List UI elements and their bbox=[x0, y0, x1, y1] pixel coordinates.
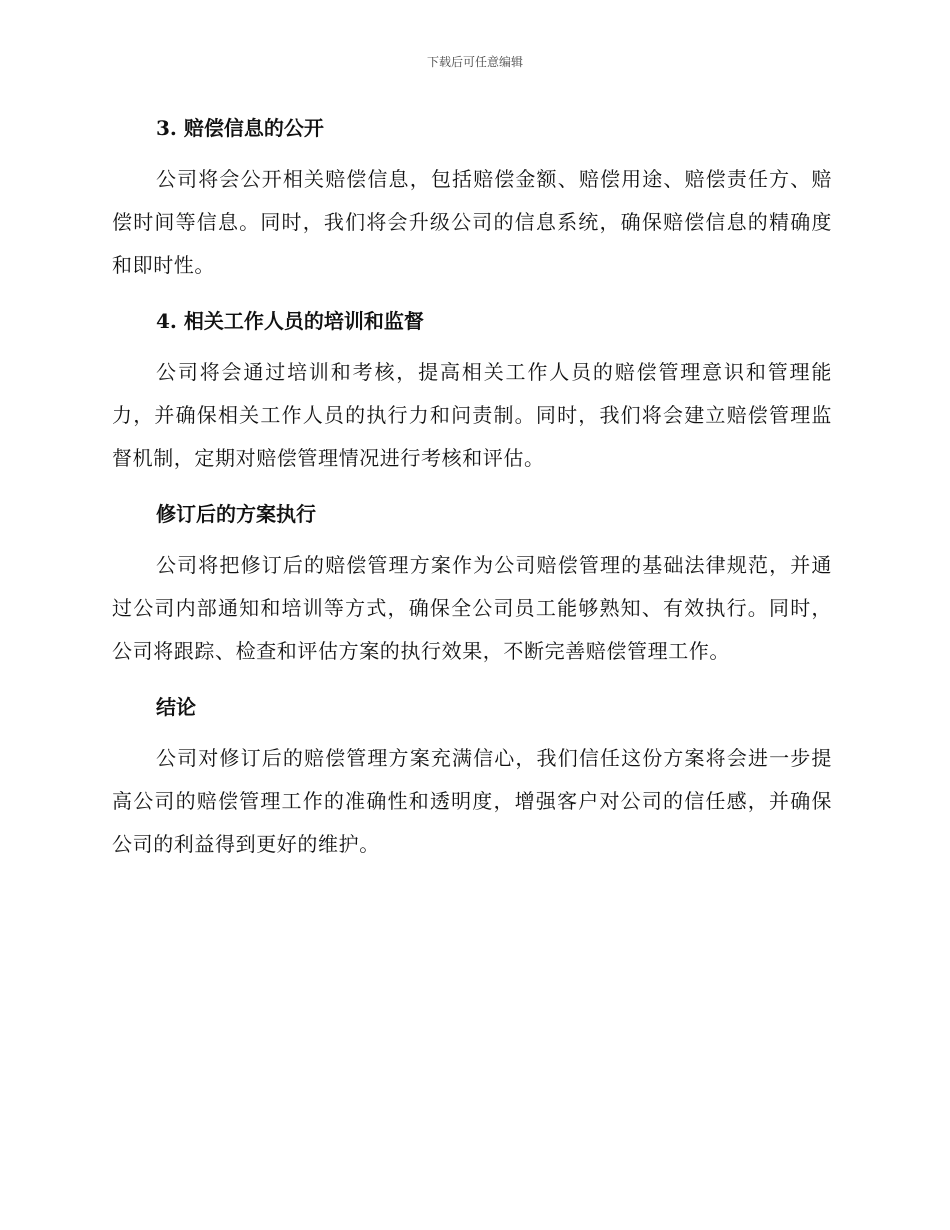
section-paragraph-info-disclosure: 公司将会公开相关赔偿信息，包括赔偿金额、赔偿用途、赔偿责任方、赔偿时间等信息。同时，我们将会升级公司的信息系统，确保赔偿信息的精确度和即时性。 bbox=[112, 167, 832, 277]
section-paragraph-plan-execution: 公司将把修订后的赔偿管理方案作为公司赔偿管理的基础法律规范，并通过公司内部通知和培训等方式，确保全公司员工能够熟知、有效执行。同时，公司将跟踪、检查和评估方案的执行效果，不断完善赔偿管理工作。 bbox=[112, 553, 832, 663]
section-paragraph-staff-training: 公司将会通过培训和考核，提高相关工作人员的赔偿管理意识和管理能力，并确保相关工作人员的执行力和问责制。同时，我们将会建立赔偿管理监督机制，定期对赔偿管理情况进行考核和评估。 bbox=[112, 360, 832, 470]
page-header: 下载后可任意编辑 bbox=[426, 55, 523, 69]
section-heading-staff-training: 4. 相关工作人员的培训和监督 bbox=[156, 309, 424, 333]
section-heading-plan-execution: 修订后的方案执行 bbox=[156, 502, 316, 526]
section-heading-conclusion: 结论 bbox=[156, 695, 196, 719]
section-heading-info-disclosure: 3. 赔偿信息的公开 bbox=[156, 116, 324, 140]
document-body bbox=[112, 108, 832, 866]
section-paragraph-conclusion: 公司对修订后的赔偿管理方案充满信心，我们信任这份方案将会进一步提高公司的赔偿管理工作的准确性和透明度，增强客户对公司的信任感，并确保公司的利益得到更好的维护。 bbox=[112, 746, 832, 856]
